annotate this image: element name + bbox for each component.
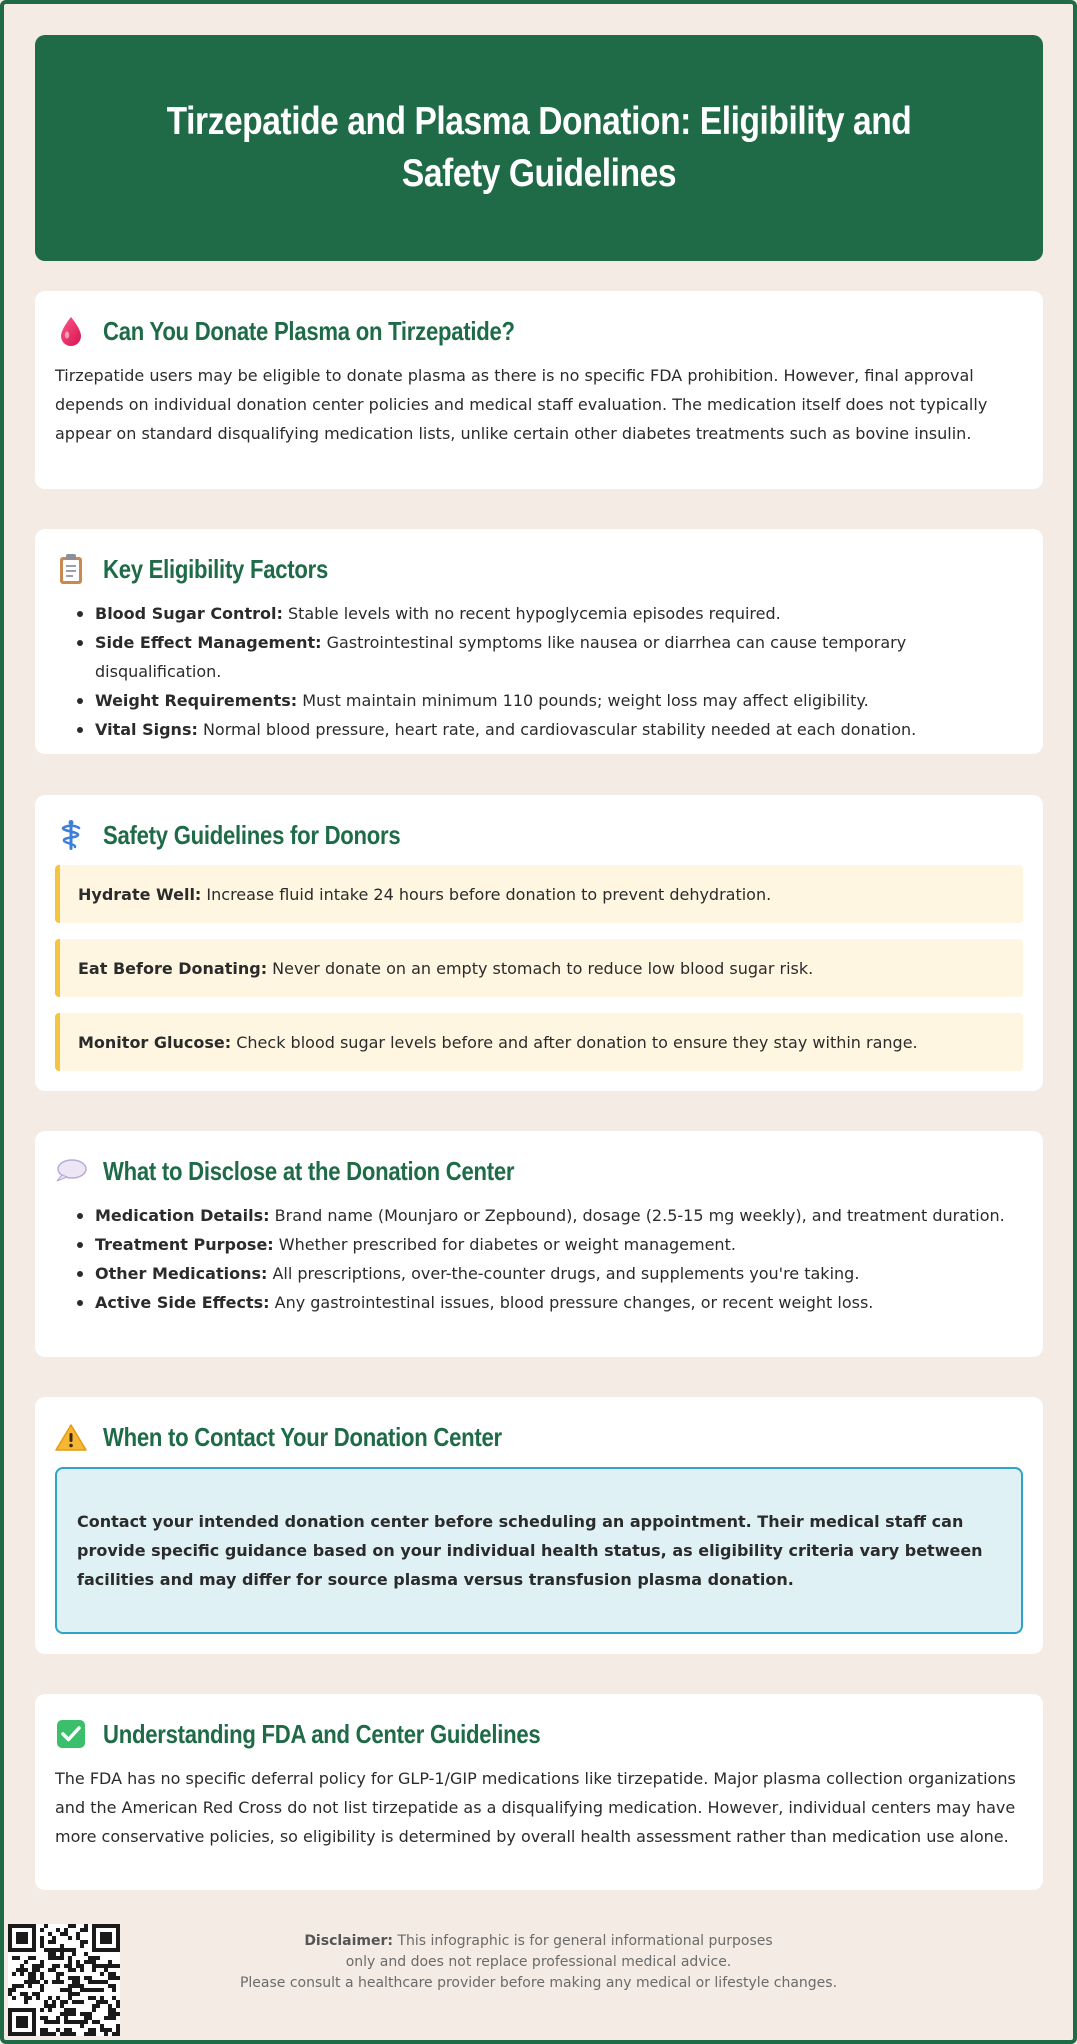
safety-tip: Hydrate Well: Increase fluid intake 24 hours before donation to prevent dehydration.: [55, 865, 1023, 923]
section-heading: [55, 1716, 1023, 1752]
section-title: Safety Guidelines for Donors: [103, 819, 401, 850]
list-item: Active Side Effects: Any gastrointestinal issues, blood pressure changes, or recent weight loss.: [75, 1288, 1023, 1317]
section-heading: [55, 313, 1023, 349]
section-contact: [35, 1397, 1043, 1654]
section-heading: [55, 1153, 1023, 1189]
section-heading: [55, 817, 1023, 853]
safety-tip: Eat Before Donating: Never donate on an empty stomach to reduce low blood sugar risk.: [55, 939, 1023, 997]
section-heading: [55, 551, 1023, 587]
check-mark-icon: [55, 1718, 87, 1750]
section-body: The FDA has no specific deferral policy for GLP-1/GIP medications like tirzepatide. Major plasma collection organizations and the American Red Cross do not list tirzepatide as a disqualifying medication. However, individual centers may have more conservative policies, so eligibility is determined by overall health assessment rather than medication use alone.: [55, 1769, 1016, 1846]
section-title: When to Contact Your Donation Center: [103, 1421, 502, 1452]
qr-code-icon[interactable]: [8, 1924, 120, 2036]
list-item: Medication Details: Brand name (Mounjaro or Zepbound), dosage (2.5-15 mg weekly), and treatment duration.: [75, 1201, 1023, 1230]
section-safety: [35, 795, 1043, 1091]
blood-drop-icon: [55, 315, 87, 347]
page-title: Tirzepatide and Plasma Donation: Eligibility and Safety Guidelines: [166, 100, 912, 195]
disclaimer: Disclaimer: This infographic is for general informational purposes only and does not replace professional medical advice. Please consult a healthcare provider before making any medical or lifestyle changes.: [239, 1933, 838, 1991]
list-item: Vital Signs: Normal blood pressure, heart rate, and cardiovascular stability needed at each donation.: [75, 715, 1023, 744]
warning-icon: [55, 1421, 87, 1453]
eligibility-list: [55, 599, 1023, 744]
list-item: Weight Requirements: Must maintain minimum 110 pounds; weight loss may affect eligibility.: [75, 686, 1023, 715]
footer: [0, 1920, 1077, 2040]
section-title: Can You Donate Plasma on Tirzepatide?: [103, 315, 515, 346]
section-disclose: [35, 1131, 1043, 1357]
page-header: [35, 35, 1043, 261]
safety-tip: Monitor Glucose: Check blood sugar levels before and after donation to ensure they stay within range.: [55, 1013, 1023, 1071]
section-heading: [55, 1419, 1023, 1455]
medical-symbol-icon: [55, 819, 87, 851]
section-can-donate: [35, 291, 1043, 489]
list-item: Treatment Purpose: Whether prescribed for diabetes or weight management.: [75, 1230, 1023, 1259]
list-item: Blood Sugar Control: Stable levels with no recent hypoglycemia episodes required.: [75, 599, 1023, 628]
section-title: Understanding FDA and Center Guidelines: [103, 1718, 541, 1749]
list-item: Side Effect Management: Gastrointestinal symptoms like nausea or diarrhea can cause temporary disqualification.: [75, 628, 1023, 686]
contact-callout: Contact your intended donation center before scheduling an appointment. Their medical staff can provide specific guidance based on your individual health status, as eligibility criteria vary between facilities and may differ for source plasma versus transfusion plasma donation.: [55, 1467, 1023, 1634]
speech-bubble-icon: [55, 1155, 87, 1187]
section-title: Key Eligibility Factors: [103, 553, 329, 584]
list-item: Other Medications: All prescriptions, over-the-counter drugs, and supplements you're taking.: [75, 1259, 1023, 1288]
section-body: Tirzepatide users may be eligible to donate plasma as there is no specific FDA prohibition. However, final approval depends on individual donation center policies and medical staff evaluation. The medication itself does not typically appear on standard disqualifying medication lists, unlike certain other diabetes treatments such as bovine insulin.: [55, 366, 988, 443]
disclose-list: [55, 1201, 1023, 1317]
section-eligibility: [35, 529, 1043, 754]
clipboard-icon: [55, 553, 87, 585]
section-fda: [35, 1694, 1043, 1890]
section-title: What to Disclose at the Donation Center: [103, 1155, 515, 1186]
